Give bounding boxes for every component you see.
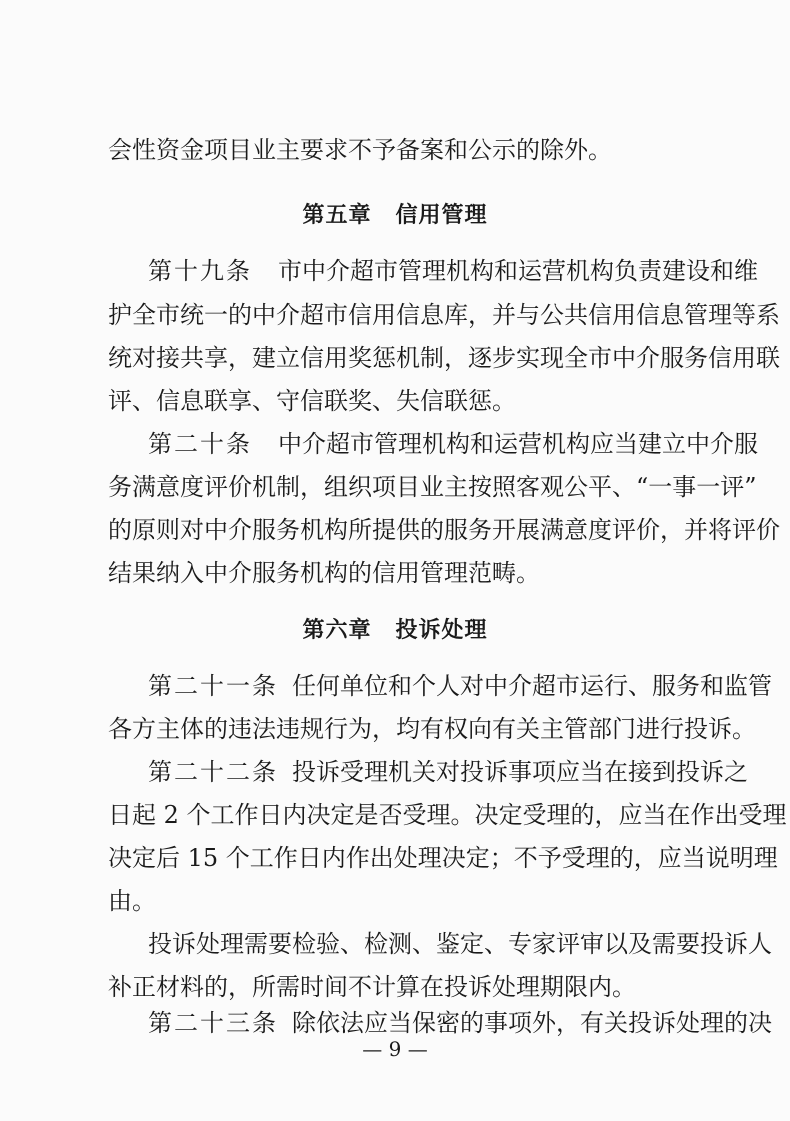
article-text: 投诉受理机关对投诉事项应当在接到投诉之: [292, 758, 748, 786]
chapter-title: 投诉处理: [395, 618, 488, 643]
article-line: [148, 757, 748, 787]
paragraph-line: 统对接共享，建立信用奖惩机制，逐步实现全市中介服务信用联: [108, 344, 780, 372]
chapter-number: 第六章: [302, 618, 372, 643]
article-label: 第二十三条: [148, 1009, 278, 1037]
paragraph-line: 务满意度评价机制，组织项目业主按照客观公平、“一事一评”: [108, 473, 757, 501]
chapter-number: 第五章: [302, 203, 372, 228]
article-text: 市中介超市管理机构和运营机构负责建设和维: [278, 257, 758, 285]
paragraph-line: 评、信息联享、守信联奖、失信联惩。: [108, 387, 516, 415]
article-label: 第二十条: [148, 430, 252, 458]
article-text: 中介超市管理机构和运营机构应当建立中介服: [278, 430, 758, 458]
paragraph-line: 各方主体的违法违规行为，均有权向有关主管部门进行投诉。: [108, 715, 756, 743]
article-text: 除依法应当保密的事项外，有关投诉处理的决: [292, 1009, 772, 1037]
paragraph-line: 日起 2 个工作日内决定是否受理。决定受理的，应当在作出受理: [108, 801, 787, 829]
page-number: — 9 —: [362, 1037, 428, 1061]
paragraph-line: 的原则对中介服务机构所提供的服务开展满意度评价，并将评价: [108, 516, 780, 544]
chapter-heading: [0, 616, 790, 646]
article-text: 任何单位和个人对中介超市运行、服务和监管: [292, 672, 772, 700]
paragraph-line: 补正材料的，所需时间不计算在投诉处理期限内。: [108, 973, 636, 1001]
chapter-title: 信用管理: [395, 203, 488, 228]
chapter-heading: [0, 201, 790, 231]
paragraph-line: 会性资金项目业主要求不予备案和公示的除外。: [108, 136, 612, 164]
paragraph-line: 决定后 15 个工作日内作出处理决定；不予受理的，应当说明理: [108, 844, 778, 872]
article-line: [148, 429, 758, 459]
article-label: 第二十一条: [148, 672, 278, 700]
paragraph-line: 投诉处理需要检验、检测、鉴定、专家评审以及需要投诉人: [148, 930, 772, 958]
paragraph-line: 结果纳入中介服务机构的信用管理范畴。: [108, 559, 540, 587]
paragraph-line: 由。: [108, 887, 156, 915]
article-label: 第二十二条: [148, 758, 278, 786]
paragraph-line: 护全市统一的中介超市信用信息库，并与公共信用信息管理等系: [108, 301, 780, 329]
article-line: [148, 256, 758, 286]
article-label: 第十九条: [148, 257, 252, 285]
article-line: [148, 671, 772, 701]
article-line: [148, 1008, 772, 1038]
